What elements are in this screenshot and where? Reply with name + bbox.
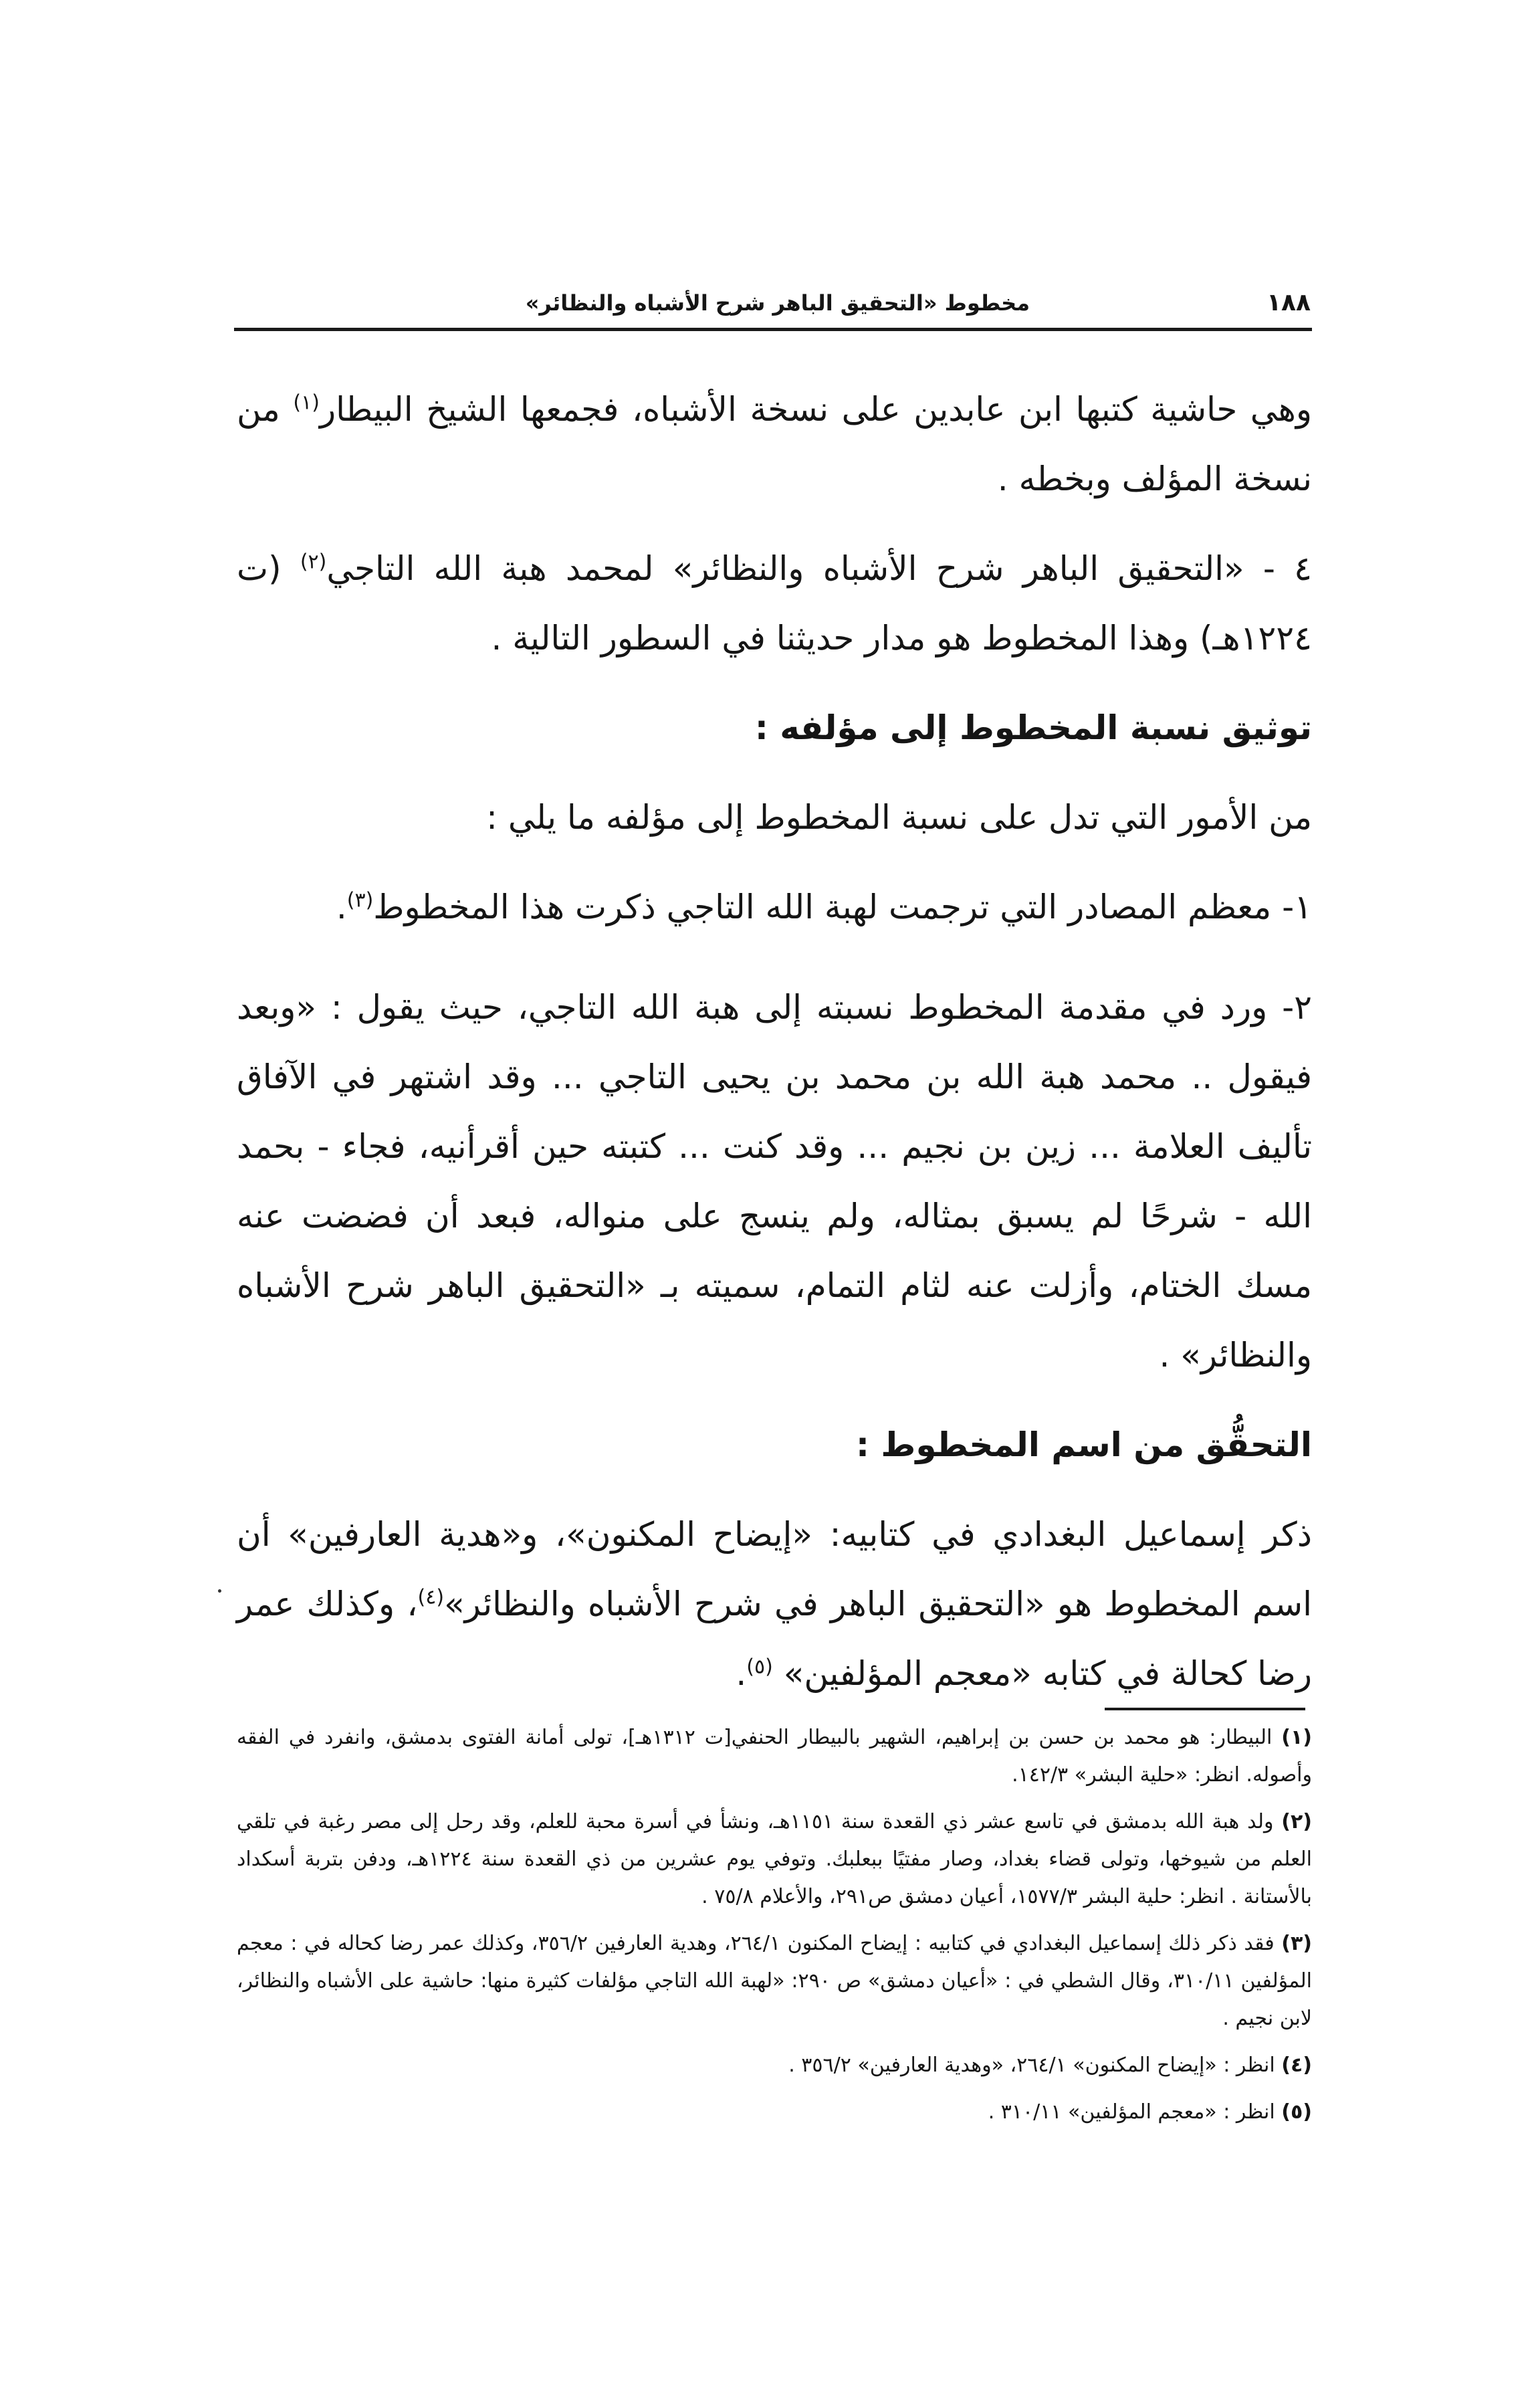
section-heading-attribution: توثيق نسبة المخطوط إلى مؤلفه : [754,708,1312,747]
paragraph-2-text-end: (ت ١٢٢٤هـ) وهذا المخطوط هو مدار حديثنا في السطور التالية . [237,549,1312,658]
footnote-ref-5: (٥) [746,1655,773,1679]
page-number: ١٨٨ [1267,289,1311,316]
paragraph-4-text: ذكر إسماعيل البغدادي في كتابيه: «إيضاح المكنون»، و«هدية العارفين» أن اسم المخطوط هو «التحقيق الباهر في شرح الأشباه والنظائر» [237,1515,1312,1623]
header-rule [234,328,1312,331]
list-item-2: ٢- ورد في مقدمة المخطوط نسبته إلى هبة الله التاجي، حيث يقول : «وبعد فيقول .. محمد هبة الله بن محمد بن يحيى التاجي ... وقد اشتهر في الآفاق تأليف العلامة ... زين بن نجيم ... وقد كنت ... كتبته حين أقرأنيه، فجاء - بحمد الله - شرحًا لم يسبق بمثاله، ولم ينسج على منواله، فبعد أن فضضت عنه مسك الختام، وأزلت عنه لثام التمام، سميته بـ «التحقيق الباهر شرح الأشباه والنظائر» . [237,988,1312,1375]
footnote-4 [237,2047,1312,2084]
running-header [238,280,1311,326]
footnote-1 [237,1719,1312,1794]
footnote-number: (٢) [1281,1810,1312,1833]
footnote-3 [237,1925,1312,2037]
scan-speck [218,1589,221,1593]
list-item-1-text-end: . [336,888,347,926]
footnote-separator [1105,1708,1305,1710]
paragraph-1-text: وهي حاشية كتبها ابن عابدين على نسخة الأشباه، فجمعها الشيخ البيطار [319,390,1312,429]
footnotes [237,1719,1312,2140]
paragraph-4-text-middle: ، وكذلك عمر رضا كحالة في كتابه «معجم المؤلفين» [237,1585,1312,1693]
footnote-number: (٥) [1281,2100,1312,2124]
footnote-ref-4: (٤) [417,1585,445,1609]
paragraph-4 [237,1500,1312,1708]
footnote-text: فقد ذكر ذلك إسماعيل البغدادي في كتابيه : إيضاح المكنون ٢٦٤/١، وهدية العارفين ٣٥٦/٢، وكذلك عمر رضا كحاله في : معجم المؤلفين ٣١٠/١١، وقال الشطي في : «أعيان دمشق» ص ٢٩٠: «لهبة الله التاجي مؤلفات كثيرة منها: حاشية على الأشباه والنظائر، لابن نجيم . [237,1932,1313,2030]
footnote-5 [237,2094,1312,2131]
footnote-text: ولد هبة الله بدمشق في تاسع عشر ذي القعدة سنة ١١٥١هـ، ونشأ في أسرة محبة للعلم، وقد رحل إلى مصر رغبة في تلقي العلم من شيوخها، وتولى قضاء بغداد، وصار مفتيًا ببعلبك. وتوفي يوم عشرين من ذي القعدة سنة ١٢٢٤هـ، ودفن بتربة أسكداد بالأستانة . انظر: حلية البشر ١٥٧٧/٣، أعيان دمشق ص٢٩١، والأعلام ٧٥/٨ . [237,1810,1312,1908]
paragraph-2 [237,534,1312,673]
footnote-number: (١) [1281,1726,1312,1749]
section-heading-title-verification: التحقُّق من اسم المخطوط : [856,1425,1312,1464]
list-item-1-text: ١- معظم المصادر التي ترجمت لهبة الله التاجي ذكرت هذا المخطوط [373,888,1312,926]
footnote-ref-2: (٢) [300,550,327,574]
footnote-text: انظر : «إيضاح المكنون» ٢٦٤/١، «وهدية العارفين» ٣٥٦/٢ . [788,2053,1275,2077]
footnote-text: البيطار: هو محمد بن حسن بن إبراهيم، الشهير بالبيطار الحنفي[ت ١٣١٢هـ]، تولى أمانة الفتوى بدمشق، وانفرد في الفقه وأصوله. انظر: «حلية البشر» ١٤٢/٣. [237,1726,1312,1787]
paragraph-3: من الأمور التي تدل على نسبة المخطوط إلى مؤلفه ما يلي : [486,798,1312,837]
list-item-1 [237,872,1312,942]
footnote-text: انظر : «معجم المؤلفين» ٣١٠/١١ . [988,2100,1275,2124]
footnote-ref-3: (٣) [346,888,374,912]
running-title: مخطوط «التحقيق الباهر شرح الأشباه والنظائر» [525,290,1030,316]
paragraph-1 [237,375,1312,514]
main-text [237,375,1312,1728]
paragraph-1-text-end: من نسخة المؤلف وبخطه . [237,390,1312,498]
footnote-ref-1: (١) [293,391,320,415]
paragraph-2-text: ٤ - «التحقيق الباهر شرح الأشباه والنظائر» لمحمد هبة الله التاجي [326,549,1312,588]
paragraph-4-text-end: . [736,1654,747,1693]
footnote-number: (٤) [1281,2053,1312,2077]
footnote-2 [237,1803,1312,1916]
footnote-number: (٣) [1281,1932,1312,1955]
